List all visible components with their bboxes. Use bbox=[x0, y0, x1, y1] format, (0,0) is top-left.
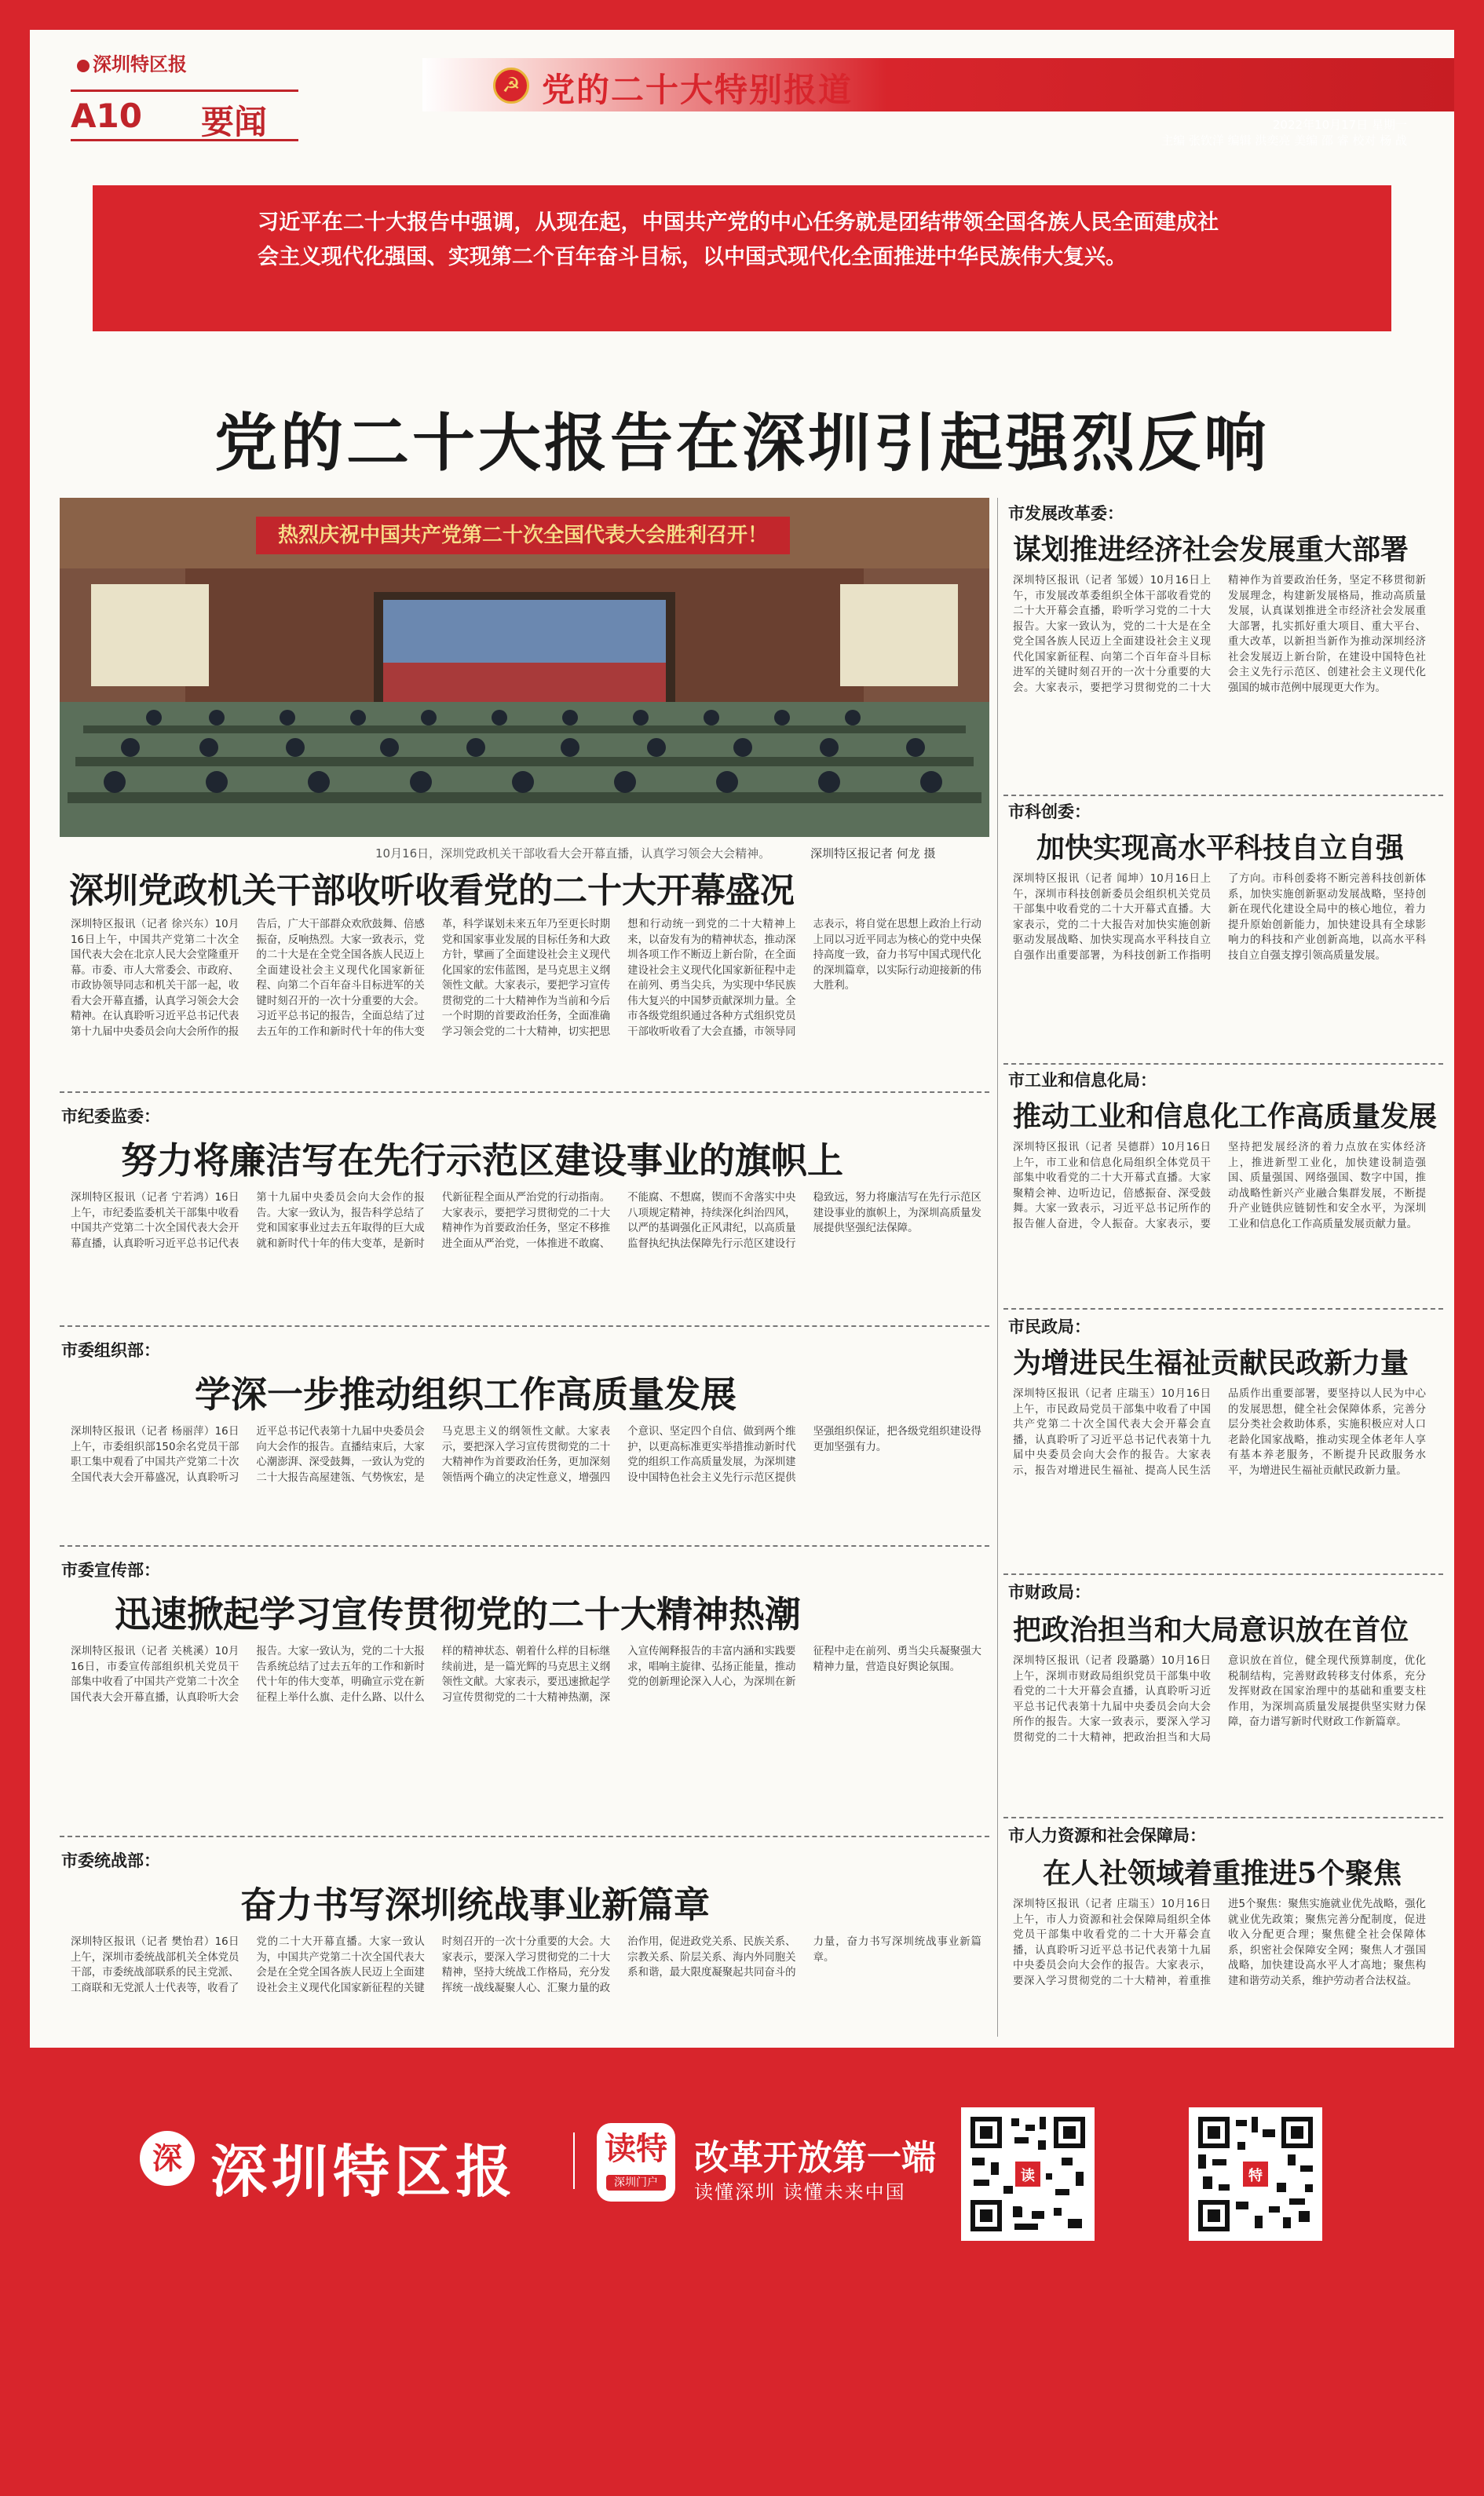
column-rule bbox=[997, 498, 998, 2037]
article-b4-kicker: 市民政局： bbox=[1008, 1317, 1091, 1336]
article-b1-title: 谋划推进经济社会发展重大部署 bbox=[1013, 533, 1409, 566]
footer-banner bbox=[30, 2057, 1454, 2253]
intro-box: 习近平在二十大报告中强调，从现在起，中国共产党的中心任务就是团结带领全国各族人民全面建成社会主义现代化强国、实现第二个百年奋斗目标，以中国式现代化全面推进中华民族伟大复兴。 bbox=[93, 185, 1391, 331]
article-a3-kicker: 市委组织部： bbox=[61, 1341, 160, 1360]
divider bbox=[60, 1091, 989, 1093]
article-b2-title: 加快实现高水平科技自立自强 bbox=[1036, 831, 1405, 864]
article-a2-kicker: 市纪委监委： bbox=[61, 1107, 160, 1126]
divider bbox=[1003, 1063, 1443, 1065]
logo-mark-icon bbox=[77, 60, 90, 72]
section-category: 要闻 bbox=[201, 103, 268, 141]
article-b3-title: 推动工业和信息化工作高质量发展 bbox=[1013, 1100, 1438, 1133]
photo-credit: 深圳特区报记者 何龙 摄 bbox=[810, 846, 936, 861]
section-label bbox=[71, 90, 298, 141]
article-b4-title: 为增进民生福祉贡献民政新力量 bbox=[1013, 1347, 1409, 1380]
article-a4-kicker: 市委宣传部： bbox=[61, 1561, 160, 1580]
article-a4-body: 深圳特区报讯（记者 关桃溪）10月16日，市委宣传部组织机关党员干部集中收看了中国共产党第二十次全国代表大会开幕直播，认真聆听大会报告。大家一致认为，党的二十大报告系统总结了过去五年的工作和新时代十年的伟大变革，明确宣示党在新征程上举什么旗、走什么路、以什么样的精神状态、朝着什么样的目标继续前进，是一篇光辉的马克思主义纲领性文献。大家表示，要迅速掀起学习宣传贯彻党的二十大精神热潮，深入宣传阐释报告的丰富内涵和实践要求，唱响主旋律、弘扬正能量，推动党的创新理论深入人心，为深圳在新征程中走在前列、勇当尖兵凝聚强大精神力量，营造良好舆论氛围。 bbox=[71, 1646, 981, 1704]
article-b2-body: 深圳特区报讯（记者 闻坤）10月16日上午，深圳市科技创新委员会组织机关党员干部集中收看党的二十大开幕式直播。大家表示，党的二十大报告对加快实施创新驱动发展战略、加快实现高水平科技自立自强作出重要部署，为科技创新工作指明了方向。市科创委将不断完善科技创新体系，加快实施创新驱动发展战略，坚持创新在现代化建设全局中的核心地位，着力提升原始创新能力，加快建设具有全球影响力的科技和产业创新高地，以高水平科技自立自强支撑引领高质量发展。 bbox=[1013, 873, 1426, 962]
divider bbox=[60, 1545, 989, 1547]
divider bbox=[1003, 1817, 1443, 1818]
masthead-logo-text: 深圳特区报 bbox=[93, 53, 187, 75]
dute-app-icon bbox=[597, 2123, 675, 2202]
article-a2-title: 努力将廉洁写在先行示范区建设事业的旗帜上 bbox=[121, 1139, 843, 1182]
photo-caption: 10月16日，深圳党政机关干部收看大会开幕直播，认真学习领会大会精神。 bbox=[375, 846, 771, 861]
dute-app-name: 读特 bbox=[605, 2131, 667, 2167]
article-b4-body: 深圳特区报讯（记者 庄瑞玉）10月16日上午，市民政局党员干部集中收看了中国共产党第二十次全国代表大会开幕会直播，认真聆听了习近平总书记代表第十九届中央委员会向大会作的报告。大家表示，报告对增进民生福祉、提高人民生活品质作出重要部署，要坚持以人民为中心的发展思想，健全社会保障体系，完善分层分类社会救助体系，实施积极应对人口老龄化国家战略，推动实现全体老年人享有基本养老服务，不断提升民政服务水平，为增进民生福祉贡献民政新力量。 bbox=[1013, 1388, 1426, 1477]
article-b3-body: 深圳特区报讯（记者 吴德群）10月16日上午，市工业和信息化局组织全体党员干部集中收看党的二十大开幕式直播。大家聚精会神、边听边记，倍感振奋、深受鼓舞。大家一致表示，习近平总书记所作的报告催人奋进，令人振奋。大家表示，要坚持把发展经济的着力点放在实体经济上，推进新型工业化，加快建设制造强国、质量强国、网络强国、数字中国，推动战略性新兴产业融合集群发展，不断提升产业链供应链韧性和安全水平，为深圳工业和信息化工作高质量发展贡献力量。 bbox=[1013, 1142, 1426, 1230]
article-a2-body: 深圳特区报讯（记者 宁若鸿）16日上午，市纪委监委机关干部集中收看中国共产党第二十次全国代表大会开幕直播，认真聆听习近平总书记代表第十九届中央委员会向大会作的报告。大家一致认为，报告科学总结了党和国家事业过去五年取得的巨大成就和新时代十年的伟大变革，是新时代新征程全面从严治党的行动指南。大家表示，要把学习贯彻党的二十大精神作为首要政治任务，坚定不移推进全面从严治党，一体推进不敢腐、不能腐、不想腐，锲而不舍落实中央八项规定精神，持续深化纠治四风，以严的基调强化正风肃纪，以高质量监督执纪执法保障先行示范区建设行稳致远，努力将廉洁写在先行示范区建设事业的旗帜上，为深圳高质量发展提供坚强纪法保障。 bbox=[71, 1192, 981, 1250]
special-report-title: 党的二十大特别报道 bbox=[542, 71, 853, 109]
article-b5-body: 深圳特区报讯（记者 段璐璐）10月16日上午，深圳市财政局组织党员干部集中收看党的二十大开幕会直播，认真聆听习近平总书记代表第十九届中央委员会向大会所作的报告。大家一致表示，要深入学习贯彻党的二十大精神，把政治担当和大局意识放在首位，健全现代预算制度，优化税制结构，完善财政转移支付体系，充分发挥财政在国家治理中的基础和重要支柱作用，为深圳高质量发展提供坚实财力保障，奋力谱写新时代财政工作新篇章。 bbox=[1013, 1655, 1426, 1744]
page-headline: 党的二十大报告在深圳引起强烈反响 bbox=[214, 406, 1270, 480]
qr-badge: 特 bbox=[1241, 2159, 1270, 2189]
footer-slogan: 改革开放第一端 bbox=[694, 2138, 936, 2178]
qr-code-dute[interactable] bbox=[961, 2107, 1095, 2241]
qr-badge: 读特 bbox=[1013, 2159, 1043, 2189]
footer-logo bbox=[140, 2120, 642, 2205]
article-b1-kicker: 市发展改革委： bbox=[1008, 504, 1124, 523]
masthead bbox=[30, 30, 1454, 155]
article-a5-kicker: 市委统战部： bbox=[61, 1851, 160, 1870]
divider bbox=[60, 1325, 989, 1327]
article-a1-title: 深圳党政机关干部收听收看党的二十大开幕盛况 bbox=[69, 871, 795, 911]
article-b6-kicker: 市人力资源和社会保障局： bbox=[1008, 1826, 1206, 1845]
article-b3-kicker: 市工业和信息化局： bbox=[1008, 1071, 1157, 1090]
divider bbox=[60, 1836, 989, 1837]
article-a4-title: 迅速掀起学习宣传贯彻党的二十大精神热潮 bbox=[115, 1593, 801, 1635]
article-b2-kicker: 市科创委： bbox=[1008, 802, 1091, 821]
article-b1-body: 深圳特区报讯（记者 邹媛）10月16日上午，市发展改革委组织全体干部收看党的二十大开幕会直播，聆听学习党的二十大报告。大家一致认为，党的二十大是在全党全国各族人民迈上全面建设社会主义现代化国家新征程、向第二个百年奋斗目标进军的关键时刻召开的一次十分重要的大会。大家表示，要把学习贯彻党的二十大精神作为首要政治任务，坚定不移贯彻新发展理念，构建新发展格局，推动高质量发展，认真谋划推进全市经济社会发展重大部署，扎实抓好重大项目、重大平台、重大改革，以新担当新作为推动深圳经济社会发展迈上新台阶，在建设中国特色社会主义先行示范区、创建社会主义现代化强国的城市范例中展现更大作为。 bbox=[1013, 575, 1426, 694]
article-b5-title: 把政治担当和大局意识放在首位 bbox=[1013, 1613, 1409, 1646]
article-a3-body: 深圳特区报讯（记者 杨丽萍）16日上午，市委组织部150余名党员干部职工集中观看了中国共产党第二十次全国代表大会开幕盛况，认真聆听习近平总书记代表第十九届中央委员会向大会作的报告。直播结束后，大家心潮澎湃、深受鼓舞，一致认为党的二十大报告高屋建瓴、气势恢宏，是马克思主义的纲领性文献。大家表示，要把深入学习宣传贯彻党的二十大精神作为首要政治任务，更加深刻领悟两个确立的决定性意义，增强四个意识、坚定四个自信、做到两个维护，以更高标准更实举措推动新时代党的组织工作高质量发展，为深圳建设中国特色社会主义先行示范区提供坚强组织保证，把各级党组织建设得更加坚强有力。 bbox=[71, 1426, 981, 1484]
divider bbox=[1003, 795, 1443, 796]
dute-app-subtitle: 深圳门户 bbox=[606, 2175, 666, 2191]
editor-credits: 主编 张钦洋 编辑 洪奕亮 美编 邵 睿 校对 杨 战 bbox=[1161, 133, 1407, 148]
page-number: A10 bbox=[71, 97, 142, 135]
masthead-logo bbox=[77, 49, 187, 76]
divider bbox=[1003, 1308, 1443, 1310]
divider bbox=[1003, 1573, 1443, 1575]
party-emblem-icon: ☭ bbox=[493, 68, 529, 104]
newspaper-page bbox=[30, 30, 1454, 2048]
footer-separator bbox=[573, 2132, 575, 2189]
issue-date: 2022年10月17日 星期一 bbox=[1272, 118, 1407, 132]
article-a5-body: 深圳特区报讯（记者 樊怡君）16日上午，深圳市委统战部机关全体党员干部，市委统战部联系的民主党派、工商联和无党派人士代表等，收看了党的二十大开幕直播。大家一致认为，中国共产党第二十次全国代表大会是在全党全国各族人民迈上全面建设社会主义现代化国家新征程的关键时刻召开的一次十分重要的大会。大家表示，要深入学习贯彻党的二十大精神，坚持大统战工作格局，充分发挥统一战线凝聚人心、汇聚力量的政治作用，促进政党关系、民族关系、宗教关系、阶层关系、海内外同胞关系和谐，最大限度凝聚起共同奋斗的力量，奋力书写深圳统战事业新篇章。 bbox=[71, 1936, 981, 1994]
footer-logo-text: 深圳特区报 bbox=[210, 2138, 517, 2205]
meeting-photo bbox=[60, 498, 989, 837]
article-b6-body: 深圳特区报讯（记者 庄瑞玉）10月16日上午，市人力资源和社会保障局组织全体党员干部集中收看党的二十大开幕会直播，认真聆听习近平总书记代表第十九届中央委员会向大会作的报告。大家表示，要深入学习贯彻党的二十大精神，着重推进5个聚焦：聚焦实施就业优先战略，强化就业优先政策；聚焦完善分配制度，促进收入分配更合理；聚焦健全社会保障体系，织密社会保障安全网；聚焦人才强国战略，加快建设高水平人才高地；聚焦构建和谐劳动关系，维护劳动者合法权益。 bbox=[1013, 1898, 1426, 1987]
article-b6-title: 在人社领域着重推进5个聚焦 bbox=[1043, 1857, 1402, 1890]
footer-slogan-sub: 读懂深圳 读懂未来中国 bbox=[694, 2181, 906, 2203]
photo-banner: 热烈庆祝中国共产党第二十次全国代表大会胜利召开！ bbox=[256, 517, 790, 554]
article-a3-title: 学深一步推动组织工作高质量发展 bbox=[195, 1373, 737, 1416]
article-b5-kicker: 市财政局： bbox=[1008, 1583, 1091, 1602]
qr-code-sztqb[interactable] bbox=[1189, 2107, 1322, 2241]
article-a5-title: 奋力书写深圳统战事业新篇章 bbox=[240, 1884, 710, 1926]
newspaper-seal-icon: 深 bbox=[140, 2131, 195, 2186]
article-a1-body: 深圳特区报讯（记者 徐兴东）10月16日上午，中国共产党第二十次全国代表大会在北京人民大会堂隆重开幕。市委、市人大常委会、市政府、市政协领导同志和机关干部一起，收看大会开幕直播，认真学习领会大会精神。在认真聆听习近平总书记代表第十九届中央委员会向大会所作的报告后，广大干部群众欢欣鼓舞、倍感振奋，反响热烈。大家一致表示，党的二十大是在全党全国各族人民迈上全面建设社会主义现代化国家新征程、向第二个百年奋斗目标进军的关键时刻召开的一次十分重要的大会。习近平总书记的报告，全面总结了过去五年的工作和新时代十年的伟大变革，科学谋划未来五年乃至更长时期党和国家事业发展的目标任务和大政方针，擘画了全面建设社会主义现代化国家的宏伟蓝图，是马克思主义纲领性文献。大家表示，要把学习宣传贯彻党的二十大精神作为当前和今后一个时期的首要政治任务，全面准确学习领会党的二十大精神，切实把思想和行动统一到党的二十大精神上来，以奋发有为的精神状态，推动深圳各项工作不断迈上新台阶，在全面建设社会主义现代化国家新征程中走在前列、勇当尖兵，为实现中华民族伟大复兴的中国梦贡献深圳力量。全市各级党组织通过各种方式组织党员干部收听收看了大会直播，市领导同志表示，将自觉在思想上政治上行动上同以习近平同志为核心的党中央保持高度一致，奋力书写中国式现代化的深圳篇章，以实际行动迎接新的伟大胜利。 bbox=[71, 919, 981, 1038]
